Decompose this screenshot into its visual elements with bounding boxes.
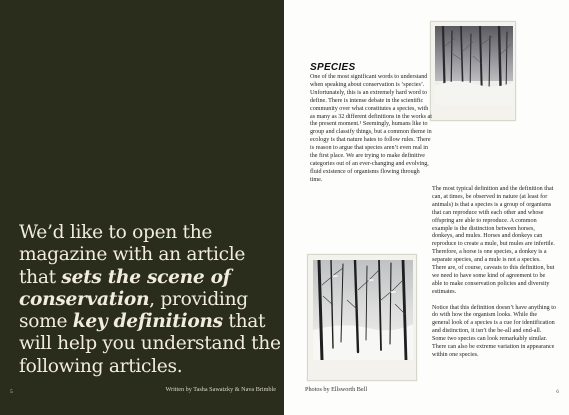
section-heading: SPECIES — [310, 62, 356, 73]
body-column-2 — [432, 186, 556, 368]
page-number-right: 6 — [556, 389, 559, 395]
right-page — [284, 0, 569, 415]
author-credit: Written by Tasha Sawatzky & Nava Brimble — [165, 386, 276, 393]
forest-image-bottom — [313, 260, 413, 360]
intro-statement — [19, 222, 281, 378]
page-number-left: 5 — [10, 389, 13, 395]
intro-emphasis-2: key definitions — [72, 311, 223, 333]
intro-text-1: We’d like to open the magazine with an article that — [19, 222, 246, 288]
left-page — [0, 0, 284, 415]
forest-image-top — [435, 26, 513, 105]
intro-text-3: that will help you understand the following articles. — [19, 311, 281, 377]
body-column-1: One of the most significant words to understand when speaking about conservation is ‘species’. Unfortunately, this is an extremely hard word to define. There is intense debate in the scientific community over what constitutes a species, with as many as 32 different definitions in the works at the present moment.¹ Seemingly, humans like to group and classify things, but a common theme in ecology is that nature hates to follow rules. There is reason to argue that species aren’t even real in the first place. We are trying to make definitive categories out of an ever-changing and evolving, fluid existence of organisms flowing through time. — [310, 74, 432, 183]
body-paragraph-1: The most typical definition and the definition that can, at times, be observed in nature (at least for animals) is that a species is a group of organisms that can reproduce with each other and whose offspring are able to reproduce. A common example is the distinction between horses, donkeys, and mules. Horses and donkeys can reproduce to create a mule, but mules are infertile. Therefore, a horse is one species, a donkey is a separate species, and a mule is not a species. There are, of course, caveats to this definition, but we need to have some kind of agreement to be able to make conservation policies and diversity estimates. — [432, 186, 555, 295]
snowy-forest-photo-bottom — [307, 254, 417, 381]
intro-text-2: , providing some — [19, 288, 248, 333]
snowy-forest-photo-top — [430, 21, 516, 121]
photo-image-top — [435, 26, 513, 105]
photo-image-bottom — [313, 260, 413, 360]
photo-credit: Photos by Ellsworth Bell — [305, 386, 368, 393]
intro-emphasis-1: sets the scene of conservation — [19, 266, 231, 310]
body-paragraph-2: Notice that this definition doesn’t have anything to do with how the organism looks. While the general look of a species is a cue for identification and distinction, it isn’t the be-all and end-all. Some two species can look remarkably similar. There can also be extreme variation in appearance within one species. — [432, 304, 556, 359]
